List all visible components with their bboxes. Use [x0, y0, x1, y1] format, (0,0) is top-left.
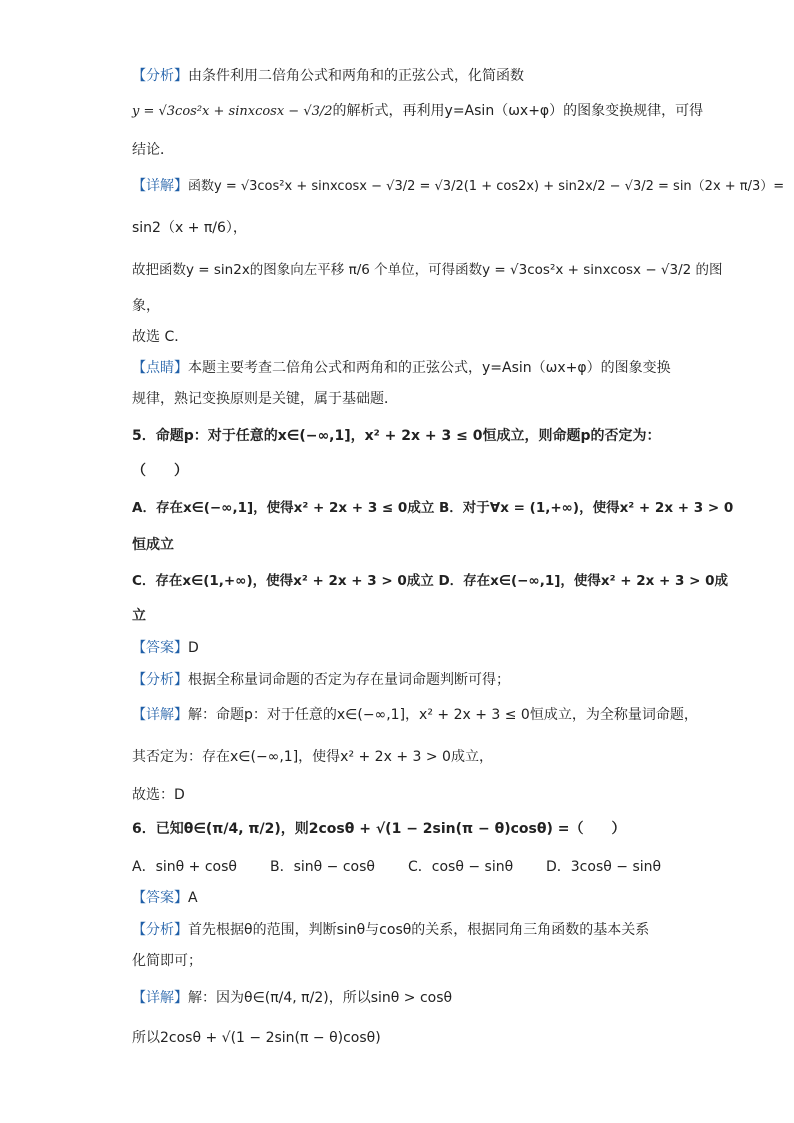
- q4-analysis-formula: y = √3cos²x + sinxcosx − √3/2: [132, 104, 333, 119]
- q6-option-c: C．cosθ − sinθ: [408, 859, 514, 875]
- q6-answer-value: A: [188, 890, 198, 906]
- q4-comment-line-1: [132, 358, 672, 378]
- q4-detail-line-2: sin2（x + π/6），: [132, 220, 247, 236]
- q6-answer: [132, 888, 672, 908]
- q4-analysis-line-2: [132, 101, 704, 122]
- comment-tag: 【点睛】: [132, 360, 188, 376]
- analysis-tag: 【分析】: [132, 672, 188, 688]
- q5-analysis: [132, 670, 672, 690]
- q4-detail-line-1: [132, 176, 785, 197]
- answer-tag: 【答案】: [132, 890, 188, 906]
- q5-options-cd-cont: 立: [132, 608, 146, 624]
- q4-detail-line-3: 故把函数y = sin2x的图象向左平移 π/6 个单位，可得函数y = √3cos²x + sinxcosx − √3/2 的图: [132, 262, 723, 278]
- q4-detail-formula: 函数y = √3cos²x + sinxcosx − √3/2 = √3/2(1 + cos2x) + sin2x/2 − √3/2 = sin（2x + π/3）=: [188, 179, 785, 194]
- q5-detail-line-2: 其否定为：存在x∈(−∞,1]，使得x² + 2x + 3 > 0成立，: [132, 749, 493, 765]
- q4-choice: 故选 C．: [132, 329, 189, 345]
- q5-options-cd: C．存在x∈(1,+∞)，使得x² + 2x + 3 > 0成立 D．存在x∈(−∞,1]，使得x² + 2x + 3 > 0成: [132, 573, 729, 589]
- q4-comment-text: 本题主要考查二倍角公式和两角和的正弦公式，y=Asin（ωx+φ）的图象变换: [188, 360, 671, 376]
- analysis-tag: 【分析】: [132, 68, 188, 84]
- q4-comment-line-2: 规律，熟记变换原则是关键，属于基础题．: [132, 391, 398, 407]
- q6-options: [132, 857, 672, 877]
- q5-answer-value: D: [188, 640, 199, 656]
- q5-choice: 故选：D: [132, 787, 185, 803]
- q6-option-a: A．sinθ + cosθ: [132, 859, 237, 875]
- analysis-tag: 【分析】: [132, 922, 188, 938]
- q5-stem: 5．命题p：对于任意的x∈(−∞,1]，x² + 2x + 3 ≤ 0恒成立，则命题p的否定为：: [132, 428, 661, 444]
- q6-option-d: D．3cosθ − sinθ: [546, 859, 662, 875]
- q5-analysis-text: 根据全称量词命题的否定为存在量词命题判断可得；: [188, 672, 510, 688]
- q4-detail-line-4: 象，: [132, 298, 160, 314]
- q4-analysis-line-3: 结论．: [132, 142, 174, 158]
- q5-answer: [132, 638, 672, 658]
- q4-analysis-text-2: 的解析式，再利用y=Asin（ωx+φ）的图象变换规律，可得: [332, 103, 704, 119]
- q4-analysis-text: 由条件利用二倍角公式和两角和的正弦公式，化简函数: [188, 68, 524, 84]
- q6-analysis-line-1: [132, 920, 672, 940]
- q6-stem: 6．已知θ∈(π/4, π/2)，则2cosθ + √(1 − 2sin(π − θ)cosθ) =（ ）: [132, 821, 626, 837]
- detail-tag: 【详解】: [132, 178, 188, 194]
- q5-options-ab-cont: 恒成立: [132, 537, 174, 553]
- q6-option-b: B．sinθ − cosθ: [270, 859, 375, 875]
- q5-detail-line-1: [132, 705, 698, 725]
- q4-analysis-line-1: [132, 66, 672, 86]
- q5-detail-text: 解：命题p：对于任意的x∈(−∞,1]，x² + 2x + 3 ≤ 0恒成立，为全称量词命题，: [188, 707, 698, 723]
- q6-analysis-line-2: 化简即可；: [132, 953, 202, 969]
- detail-tag: 【详解】: [132, 990, 188, 1006]
- q6-detail-text: 解：因为θ∈(π/4, π/2)，所以sinθ > cosθ: [188, 990, 453, 1006]
- q6-analysis-text: 首先根据θ的范围，判断sinθ与cosθ的关系，根据同角三角函数的基本关系: [188, 922, 650, 938]
- q5-stem-paren: （ ）: [132, 463, 188, 479]
- q6-detail-line-2: 所以2cosθ + √(1 − 2sin(π − θ)cosθ): [132, 1030, 381, 1046]
- q5-options-ab: A．存在x∈(−∞,1]，使得x² + 2x + 3 ≤ 0成立 B．对于∀x = (1,+∞)，使得x² + 2x + 3 > 0: [132, 500, 734, 516]
- q6-detail-line-1: [132, 988, 672, 1008]
- answer-tag: 【答案】: [132, 640, 188, 656]
- detail-tag: 【详解】: [132, 707, 188, 723]
